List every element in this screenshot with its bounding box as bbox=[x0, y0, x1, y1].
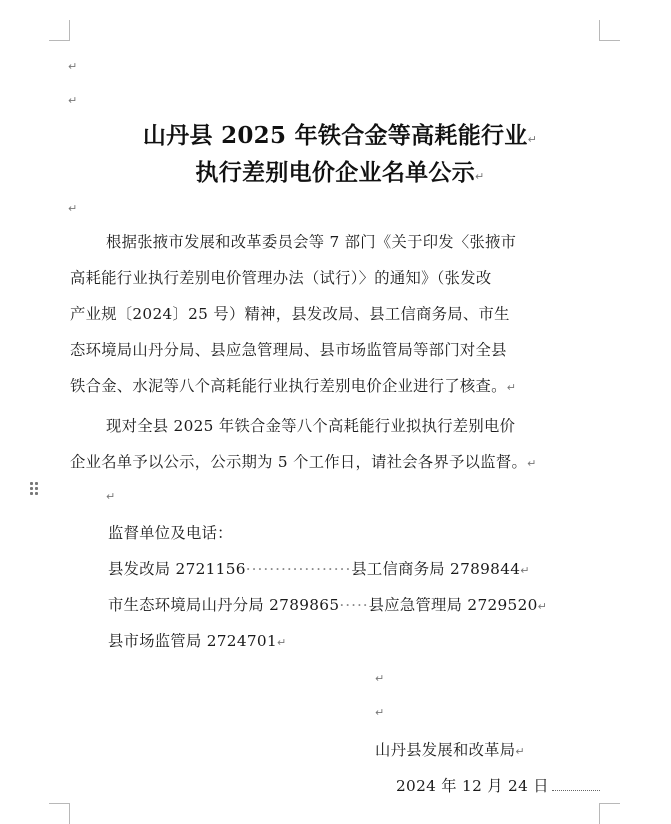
contact-entry: 县市场监管局 2724701 bbox=[108, 632, 277, 650]
margin-corner-bottom-left bbox=[49, 803, 70, 824]
tab-leader-dots: ·················· bbox=[245, 560, 352, 578]
paragraph-mark-icon: ↵ bbox=[475, 170, 485, 183]
contact-entry: 县发改局 2721156 bbox=[108, 560, 246, 578]
paragraph-mark-icon: ↵ bbox=[276, 636, 287, 649]
paragraph-mark-icon: ↵ bbox=[527, 457, 537, 470]
margin-corner-top-right bbox=[599, 20, 620, 41]
paragraph-line: 铁合金、水泥等八个高耗能行业执行差别电价企业进行了核查。↵ bbox=[70, 377, 517, 395]
paragraph-mark-icon: ↵ bbox=[375, 706, 385, 719]
signature-date: 2024 年 12 月 24 日 bbox=[396, 777, 549, 795]
paragraph-mark-icon: ↵ bbox=[106, 490, 116, 503]
paragraph-line: 高耗能行业执行差别电价管理办法（试行）〉的通知》（张发改 bbox=[70, 269, 492, 287]
document-title bbox=[70, 117, 610, 150]
date-underline bbox=[552, 790, 600, 791]
paragraph-mark-icon: ↵ bbox=[68, 60, 78, 73]
margin-corner-bottom-right bbox=[599, 803, 620, 824]
tab-leader-dots: ····· bbox=[339, 596, 369, 614]
contacts-row bbox=[108, 593, 547, 615]
paragraph-mark-icon: ↵ bbox=[520, 564, 530, 577]
contacts-heading: 监督单位及电话： bbox=[108, 524, 233, 542]
contacts-row bbox=[108, 557, 530, 579]
title-line-1: 山丹县 2025 年铁合金等高耗能行业 bbox=[142, 122, 528, 149]
margin-corner-top-left bbox=[49, 20, 70, 41]
paragraph-mark-icon: ↵ bbox=[68, 202, 78, 215]
signature-organization: 山丹县发展和改革局↵ bbox=[375, 741, 525, 759]
paragraph-line: 现对全县 2025 年铁合金等八个高耗能行业拟执行差别电价 bbox=[106, 417, 516, 435]
contact-entry: 县应急管理局 2729520 bbox=[368, 596, 538, 614]
contact-entry: 市生态环境局山丹分局 2789865 bbox=[108, 596, 340, 614]
paragraph-mark-icon: ↵ bbox=[537, 600, 548, 613]
paragraph-line: 企业名单予以公示，公示期为 5 个工作日，请社会各界予以监督。↵ bbox=[70, 453, 537, 471]
paragraph-line: 态环境局山丹分局、县应急管理局、县市场监管局等部门对全县 bbox=[70, 341, 507, 359]
paragraph-mark-icon: ↵ bbox=[375, 672, 385, 685]
paragraph-mark-icon: ↵ bbox=[506, 381, 517, 394]
contact-entry: 县工信商务局 2789844 bbox=[351, 560, 521, 578]
contacts-row bbox=[108, 629, 287, 651]
paragraph-line: 根据张掖市发展和改革委员会等 7 部门《关于印发〈张掖市 bbox=[106, 233, 517, 251]
paragraph-mark-icon: ↵ bbox=[515, 745, 525, 758]
paragraph-mark-icon: ↵ bbox=[68, 94, 78, 107]
title-line-2: 执行差别电价企业名单公示 bbox=[195, 159, 476, 186]
document-title bbox=[70, 154, 610, 187]
drag-handle-icon[interactable] bbox=[30, 482, 40, 496]
paragraph-mark-icon: ↵ bbox=[527, 133, 538, 146]
paragraph-line: 产业规〔2024〕25 号）精神，县发改局、县工信商务局、市生 bbox=[70, 305, 510, 323]
